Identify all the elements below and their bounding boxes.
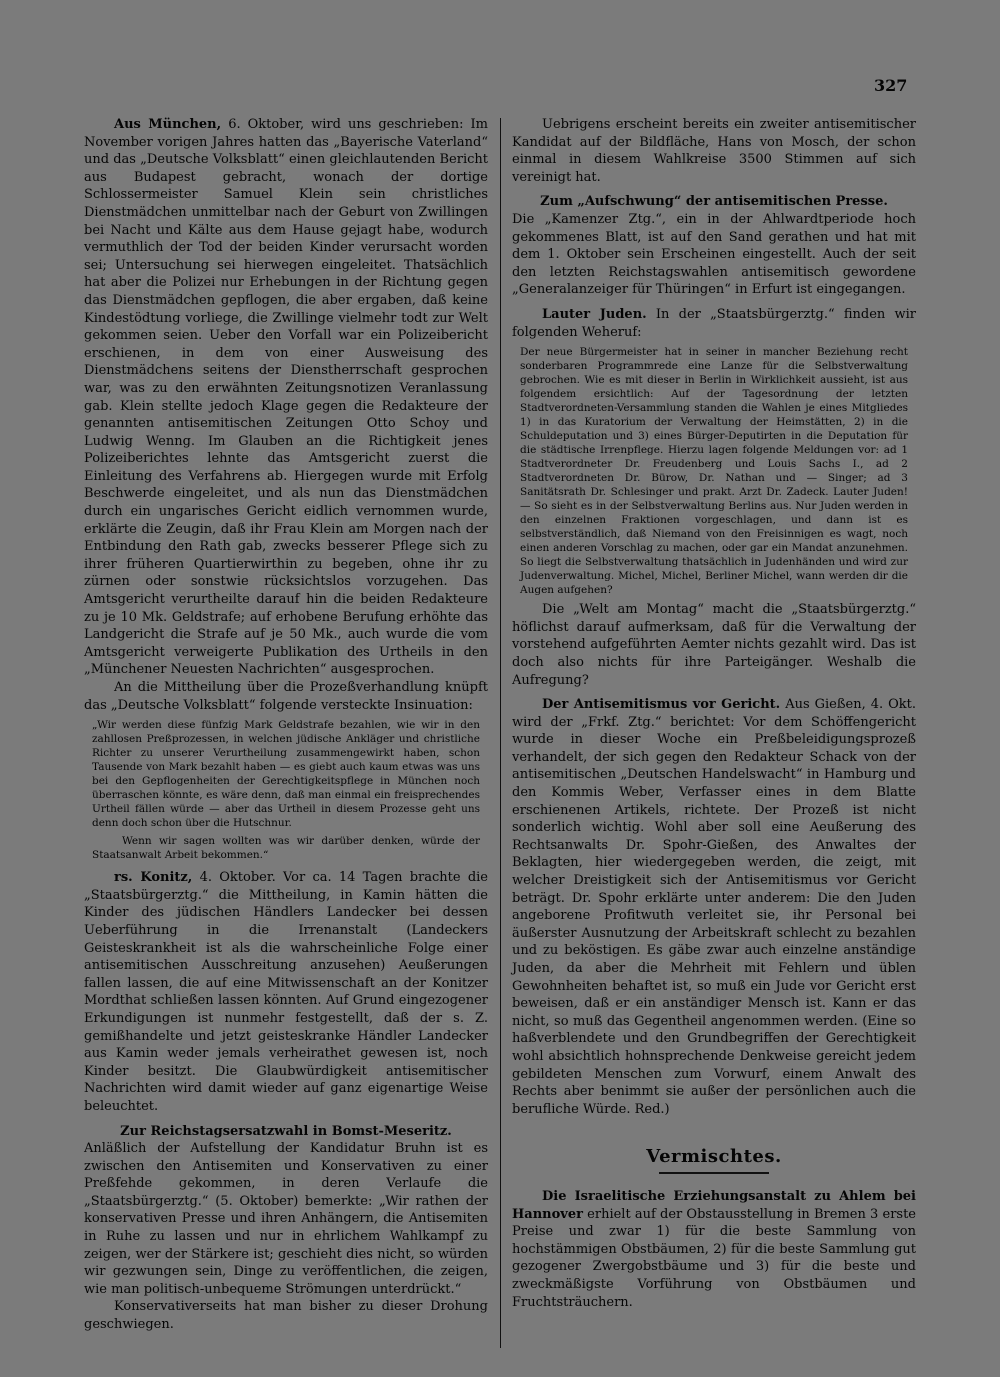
- article-muenchen: [84, 116, 488, 679]
- quote-block: Der neue Bürgermeister hat in seiner in mancher Beziehung recht sonderbaren Programmrede eine Lanze für die Selbstverwaltung gebrochen. Wie es mit dieser in Berlin in Wirklichkeit aussieht, ist aus folgendem ersichtlich: Auf der Tagesordnung der letzten Stadtverordneten-Versammlung standen die Wahlen je eines Mitgliedes 1) in das Kuratorium der Verwaltung der Heimstätten, 2) in die Schuldeputation und 3) eines Bürger-Deputirten in die Deputation für die städtische Irrenpflege. Hierzu lagen folgende Meldungen vor: ad 1 Stadtverordneter Dr. Freudenberg und Louis Sachs I., ad 2 Stadtverordneten Dr. Bürow, Dr. Nathan und — Singer; ad 3 Sanitätsrath Dr. Schlesinger und prakt. Arzt Dr. Zadeck. Lauter Juden! — So sieht es in der Selbstverwaltung Berlins aus. Nur Juden werden in den einzelnen Fraktionen vorgeschlagen, und dann ist es selbstverständlich, daß Niemand von den Freisinnigen es wagt, noch einen anderen Vorschlag zu machen, oder gar ein Mandat anzunehmen. So liegt die Selbstverwaltung thatsächlich in Judenhänden und wird zur Judenverwaltung. Michel, Michel, Berliner Michel, wann werden dir die Augen aufgehen?: [520, 346, 908, 597]
- article-body: Aus Gießen, 4. Okt. wird der „Frkf. Ztg.“ berichtet: Vor dem Schöffengericht wurde in dieser Woche ein Preßbeleidigungsprozeß verhandelt, der sich gegen den Redakteur Schack von der antisemitischen „Deutschen Handelswacht“ in Hamburg und den Kommis Weber, Verfasser eines in dem Blatte erschienenen Artikels, richtete. Der Prozeß ist nicht sonderlich wichtig. Wohl aber soll eine Aeußerung des Rechtsanwalts Dr. Spohr-Gießen, des Anwaltes der Beklagten, hier wiedergegeben werden, die zeigt, mit welcher Dreistigkeit sich der Antisemitismus vor Gericht beträgt. Dr. Spohr erklärte unter anderem: Die den Juden angeborene Profitwuth verleitet sie, ihr Personal bei äußerster Ausnutzung der Arbeitskraft schlecht zu bezahlen und zu beköstigen. Es gäbe zwar auch einzelne anständige Juden, da aber die Mehrheit mit Fehlern und üblen Gewohnheiten behaftet ist, so muß ein Jude vor Gericht erst beweisen, daß er ein anständiger Mensch ist. Kann er das nicht, so muß das Gegentheil angenommen werden. (Eine so haßverblendete und den Grundbegriffen der Gerechtigkeit wohl absichtlich hohnsprechende Denkweise gereicht jedem gebildeten Menschen zum Vorwurf, einem Anwalt des Rechts aber benimmt sie außer der persönlichen auch die berufliche Würde. Red.): [512, 697, 916, 1117]
- quote-block: Wenn wir sagen wollten was wir darüber denken, würde der Staatsanwalt Arbeit bekommen.“: [92, 835, 480, 862]
- article-body: In der „Staatsbürgerztg.“ finden wir folgenden Weheruf:: [512, 306, 916, 340]
- article-body: Anläßlich der Aufstellung der Kandidatur Bruhn ist es zwischen den Antisemiten und Konservativen zu einer Preßfehde gekommen, in deren Verlaufe die „Staatsbürgerztg.“ (5. Oktober) bemerkte: „Wir rathen der konservativen Presse und ihren Anhängern, die Antisemiten in Ruhe zu lassen und nur in ehrlichem Wahlkampf zu zeigen, wer der Stärkere ist; geschieht dies nicht, so würden wir gezwungen sein, Dinge zu veröffentlichen, die zeigen, wie man politisch-unbequeme Strömungen unterdrückt.“: [84, 1141, 488, 1297]
- article-gericht: [512, 696, 916, 1118]
- section-title: Vermischtes.: [646, 1146, 782, 1168]
- article-heading: Aus München,: [114, 117, 222, 132]
- article-body: 4. Oktober. Vor ca. 14 Tagen brachte die „Staatsbürgerztg.“ die Mittheilung, in Kamin hätten die Kinder des jüdischen Händlers Landecker bei dessen Ueberführung in die Irrenanstalt (Landeckers Geisteskrankheit ist als die wahrscheinliche Folge einer antisemitischen Ausschreitung anzusehen) Aeußerungen fallen lassen, die auf eine Mitwissenschaft an der Konitzer Mordthat schließen lassen könnten. Auf Grund eingezogener Erkundigungen ist nunmehr festgestellt, daß der s. Z. gemißhandelte und jetzt geisteskranke Händler Landecker aus Kamin weder jemals verheirathet gewesen ist, noch Kinder besitzt. Die Glaubwürdigkeit antisemitischer Nachrichten wird damit wieder auf ganz eigenartige Weise beleuchtet.: [84, 870, 488, 1114]
- article-paragraph: Die „Welt am Montag“ macht die „Staatsbürgerztg.“ höflichst darauf aufmerksam, daß für die Verwaltung der vorstehend aufgeführten Aemter nichts gezahlt wird. Das ist doch also nichts für ihre Parteigänger. Weshalb die Aufregung?: [512, 602, 916, 688]
- article-paragraph: Uebrigens erscheint bereits ein zweiter antisemitischer Kandidat auf der Bildfläche, Hans von Mosch, der schon einmal in diesem Wahlkreise 3500 Stimmen auf sich vereinigt hat.: [512, 117, 916, 185]
- article-juden: [512, 306, 916, 341]
- article-paragraph: An die Mittheilung über die Prozeßverhandlung knüpft das „Deutsche Volksblatt“ folgende versteckte Insinuation:: [84, 680, 488, 713]
- article-heading: Die Israelitische Erziehungsanstalt zu Ahlem bei Hannover: [512, 1188, 916, 1222]
- left-column: [84, 116, 488, 1334]
- page-number: 327: [874, 76, 908, 95]
- section-rule: [659, 1172, 769, 1174]
- article-heading: Zum „Aufschwung“ der antisemitischen Presse.: [540, 194, 888, 210]
- article-heading: Lauter Juden.: [542, 306, 647, 322]
- article-heading: Der Antisemitismus vor Gericht.: [542, 697, 781, 713]
- quote-block: „Wir werden diese fünfzig Mark Geldstrafe bezahlen, wie wir in den zahllosen Preßprozessen, in welchen jüdische Ankläger und christliche Richter zu unserer Verurtheilung zusammengewirkt haben, schon Tausende von Mark bezahlt haben — es giebt auch kaum etwas was uns bei den Gepflogenheiten der Gerechtigkeitspflege in München noch überraschen könnte, es wäre denn, daß man einmal ein freisprechendes Urtheil fällen würde — aber das Urtheil in diesem Prozesse geht uns denn doch schon über die Hutschnur.: [92, 719, 480, 830]
- article-heading: Zur Reichstagsersatzwahl in Bomst-Meseritz.: [120, 1123, 452, 1139]
- article-paragraph: Konservativerseits hat man bisher zu dieser Drohung geschwiegen.: [84, 1299, 488, 1333]
- article-heading: rs. Konitz,: [114, 870, 193, 886]
- article-konitz: [84, 869, 488, 1115]
- article-body: erhielt auf der Obstausstellung in Bremen 3 erste Preise und zwar 1) für die beste Sammlung von hochstämmigen Obstbäumen, 2) für die beste Sammlung gut gezogener Zwergobstbäume und 3) für die beste und zweckmäßigste Vorführung von Obstbäumen und Fruchtsträuchern.: [512, 1206, 916, 1310]
- right-column: [512, 116, 916, 1311]
- column-divider: [500, 118, 501, 1348]
- article-body: 6. Oktober, wird uns geschrieben: Im November vorigen Jahres hatten das „Bayerische Vaterland“ und das „Deutsche Volksblatt“ einen gleichlautenden Bericht aus Budapest gebracht, wonach der dortige Schlossermeister Samuel Klein sein christliches Dienstmädchen unmittelbar nach der Geburt von Zwillingen bei Nacht und Kälte aus dem Hause gejagt habe, wodurch vermuthlich der Tod der beiden Kinder verursacht worden sei; Untersuchung sei hierwegen eingeleitet. Thatsächlich hat aber die Polizei nur Erhebungen in der Richtung gegen das Dienstmädchen gepflogen, die aber ergaben, daß keine Kindestödtung vorliege, die Zwillinge vielmehr todt zur Welt gekommen seien. Ueber den Vorfall war ein Polizeibericht erschienen, in dem von einer Ausweisung des Dienstmädchens seitens der Dienstherrschaft gesprochen war, was zu den erwähnten Zeitungsnotizen Veranlassung gab. Klein stellte jedoch Klage gegen die Redakteure der genannten antisemitischen Zeitungen Otto Schoy und Ludwig Wenng. Im Glauben an die Richtigkeit jenes Polizeiberichtes lehnte das Amtsgericht zuerst die Einleitung des Verfahrens ab. Hiergegen wurde mit Erfolg Beschwerde eingeleitet, und als nun das Dienstmädchen durch ein ungarisches Gericht eidlich vernommen wurde, erklärte die Zeugin, daß ihr Frau Klein am Morgen nach der Entbindung den Rath gab, zwecks besserer Pflege sich zu ihrer früheren Quartierwirthin zu begeben, ohne ihr zu zürnen oder sonstwie rücksichtslos vorzugehen. Das Amtsgericht verurtheilte darauf hin die beiden Redakteure zu je 10 Mk. Geldstrafe; auf erhobene Berufung erhöhte das Landgericht die Strafe auf je 50 Mk., auch wurde die vom Amtsgericht verweigerte Publikation des Urtheils in den „Münchener Neuesten Nachrichten“ ausgesprochen.: [84, 117, 488, 678]
- article-ahlem: [512, 1188, 916, 1311]
- article-body: Die „Kamenzer Ztg.“, ein in der Ahlwardtperiode hoch gekommenes Blatt, ist auf den Sand gerathen und hat mit dem 1. Oktober sein Erscheinen eingestellt. Auch der seit den letzten Reichstagswahlen antisemitisch gewordene „Generalanzeiger für Thüringen“ in Erfurt ist eingegangen.: [512, 211, 916, 298]
